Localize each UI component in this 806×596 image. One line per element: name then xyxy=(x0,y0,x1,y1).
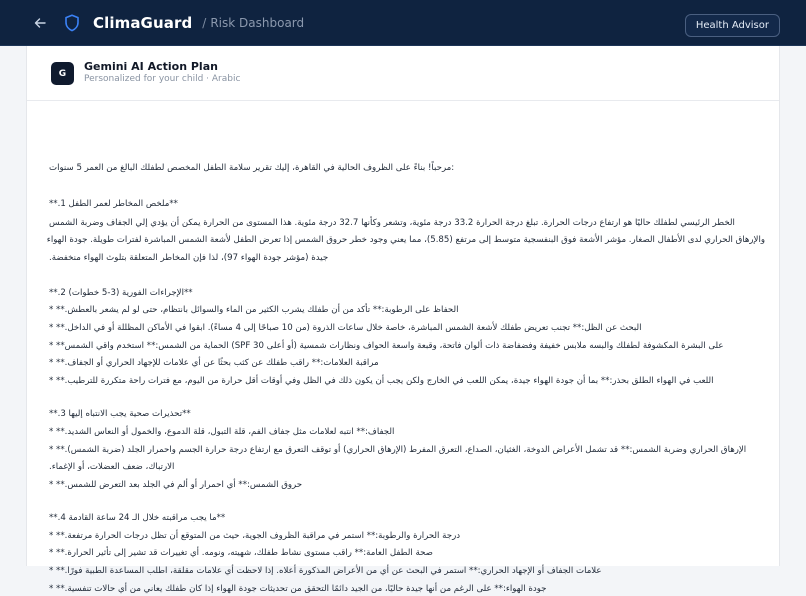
section-heading-health-warnings: **تحذيرات صحية يجب الانتباه إليها 3.** xyxy=(49,409,191,419)
action-plan-header xyxy=(27,46,779,101)
action-plan-card xyxy=(26,46,780,594)
plan-title: Gemini AI Action Plan xyxy=(84,60,218,73)
list-item: مراقبة العلامات:** راقب طفلك عن كثب بحثًا عن أي علامات للإجهاد الحراري أو الجفاف.** * xyxy=(49,358,379,368)
list-item: اللعب في الهواء الطلق بحذر:** بما أن جودة الهواء جيدة، يمكن اللعب في الخارج ولكن يجب أن يكون ذلك في الظل وفي أوقات أقل حرارة من اليوم، مع فترات راحة متكررة للترطيب.** * xyxy=(49,376,714,386)
back-arrow-icon[interactable] xyxy=(31,14,49,32)
list-item: جودة الهواء:** على الرغم من أنها جيدة حاليًا، من الجيد دائمًا التحقق من تحديثات جودة الهواء إذا كان طفلك يعاني من أي حالات تنفسية.** * xyxy=(49,584,547,594)
list-item: الإرهاق الحراري وضربة الشمس:** قد تشمل الأعراض الدوخة، الغثيان، الصداع، التعرق المفرط (الإرهاق الحراري) أو توقف التعرق مع ارتفاع درجة حرارة الجسم واحمرار الجلد (ضربة الشمس).** * xyxy=(49,445,747,455)
breadcrumb-current-page: Risk Dashboard xyxy=(210,15,305,30)
list-item: البحث عن الظل:** تجنب تعريض طفلك لأشعة الشمس المباشرة، خاصة خلال ساعات الذروة (من 10 صباحًا إلى 4 مساءً). ابقوا في الأماكن المظللة أو في الداخل.** * xyxy=(49,323,642,333)
app-brand-name[interactable]: ClimaGuard xyxy=(93,13,193,32)
section-heading-risk-summary: **ملخص المخاطر لعمر الطفل 1.** xyxy=(49,199,178,209)
list-item-continuation: الارتباك، ضعف العضلات، أو الإغماء. xyxy=(49,462,175,472)
list-item: حروق الشمس:** أي احمرار أو ألم في الجلد بعد التعرض للشمس.** * xyxy=(49,480,303,490)
health-advisor-button[interactable]: Health Advisor xyxy=(685,14,780,37)
section-heading-next-24-hours: **ما يجب مراقبته خلال الـ 24 ساعة القادمة 4.** xyxy=(49,513,226,523)
top-navigation-bar xyxy=(0,0,806,46)
list-item: على البشرة المكشوفة لطفلك والبسه ملابس خفيفة وفضفاضة ذات ألوان فاتحة، وقبعة واسعة الحواف ونظارات شمسية (أو أعلى SPF 30) الحماية من الشمس:** استخدم واقي الشمس** * xyxy=(49,341,724,351)
paragraph-line: جيدة (مؤشر جودة الهواء 97)، لذا فإن المخاطر المتعلقة بتلوث الهواء منخفضة. xyxy=(49,253,329,263)
section-heading-immediate-actions: **الإجراءات الفورية (3-5 خطوات) 2.** xyxy=(49,288,193,298)
intro-line: :مرحباً! بناءً على الظروف الحالية في القاهرة، إليك تقرير سلامة الطفل المخصص لطفلك البالغ من العمر 5 سنوات xyxy=(49,163,455,173)
list-item: درجة الحرارة والرطوبة:** استمر في مراقبة الظروف الجوية، حيث من المتوقع أن تظل درجات الحرارة مرتفعة.** * xyxy=(49,531,461,541)
list-item: علامات الجفاف أو الإجهاد الحراري:** استمر في البحث عن أي من الأعراض المذكورة أعلاه. إذا لاحظت أي علامات مقلقة، اطلب المساعدة الطبية فورًا.** * xyxy=(49,566,602,576)
plan-subtitle: Personalized for your child · Arabic xyxy=(84,74,241,84)
action-plan-content xyxy=(27,101,779,594)
paragraph-line: والإرهاق الحراري لدى الأطفال الصغار. مؤشر الأشعة فوق البنفسجية متوسط إلى مرتفع (5.85)، مما يعني وجود خطر حروق الشمس إذا تعرض الطفل لأشعة الشمس المباشرة لفترات طويلة. جودة الهواء xyxy=(46,235,765,245)
breadcrumb-separator: / xyxy=(202,15,207,30)
list-item: صحة الطفل العامة:** راقب مستوى نشاط طفلك، شهيته، ونومه. أي تغييرات قد تشير إلى تأثير الحرارة.** * xyxy=(49,548,433,558)
shield-icon xyxy=(64,13,84,33)
list-item: الحفاظ على الرطوبة:** تأكد من أن طفلك يشرب الكثير من الماء والسوائل بانتظام، حتى لو لم يشعر بالعطش.** * xyxy=(49,305,459,315)
gemini-avatar-icon: G xyxy=(51,62,74,85)
list-item: الجفاف:** انتبه لعلامات مثل جفاف الفم، قلة التبول، قلة الدموع، والخمول أو النعاس الشديد.** * xyxy=(49,427,395,437)
paragraph-line: الخطر الرئيسي لطفلك حاليًا هو ارتفاع درجات الحرارة. تبلغ درجة الحرارة 33.2 درجة مئوية، وتشعر وكأنها 32.7 درجة مئوية. هذا المستوى من الحرارة يمكن أن يؤدي إلي الجفاف وضربة الشمس xyxy=(49,218,735,228)
